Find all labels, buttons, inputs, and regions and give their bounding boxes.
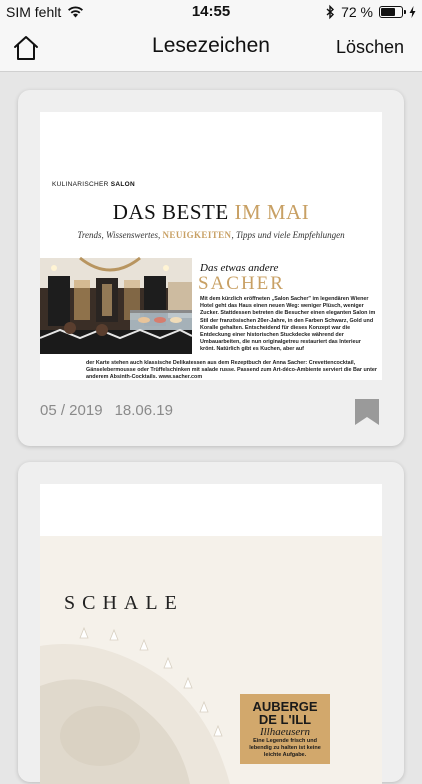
battery-level xyxy=(381,8,395,16)
issue-number: 05 / 2019 xyxy=(40,402,103,419)
delete-button[interactable]: Löschen xyxy=(335,37,404,57)
bookmark-icon[interactable] xyxy=(354,398,380,426)
bookmark-card[interactable] xyxy=(18,90,404,446)
thumbnail-body-text: Mit dem kürzlich eröffneten „Salon Sacher" im legendären Wiener Hotel geht das Haus einen neuen Weg: weniger Plüsch, weniger Zucker. Stattdessen betreten die Besucher einen eleganten Salon im Stil der französischen 20er-Jahre, in den Farben Schwarz, Gold und Koralle gehalten. Entscheidend für dieses Konzept war die Entdeckung einer historischen Stuckdecke während der Umbauarbeiten, die nun originalgetreu restauriert das Interieur krönt. Natürlich gibt es Kuchen, aber auf xyxy=(200,296,376,353)
info-box-subtitle: Illhaeusern xyxy=(259,726,311,738)
thumbnail-info-box xyxy=(240,694,330,764)
thumbnail-subheadline: Trends, Wissenswertes, NEUIGKEITEN, Tipps und viele Empfehlungen xyxy=(77,230,345,240)
thumbnail-body-text-2: der Karte stehen auch klassische Delikatessen aus dem Rezeptbuch der Anna Sacher: Crevettencocktail, Gänseleberm​ousse oder Trüffelschinken mit salade russe. Passend zum Art-déco-Ambiente serviert die Bar unter anderem Absinth-Cocktails. www.sacher.com xyxy=(86,360,377,381)
bookmark-meta xyxy=(40,402,173,419)
thumbnail-headline: DAS BESTE IM MAI xyxy=(112,200,310,224)
status-bar xyxy=(0,0,422,24)
page-thumbnail[interactable] xyxy=(40,112,382,380)
bookmark-card[interactable] xyxy=(18,462,404,782)
battery-icon xyxy=(379,6,403,18)
bluetooth-icon xyxy=(326,5,335,19)
status-right xyxy=(326,4,416,20)
info-box-heading-2: DE L'ILL xyxy=(258,712,312,727)
ceramic-bowl-photo xyxy=(40,536,382,784)
thumbnail-kicker: Das etwas andere xyxy=(200,262,279,274)
bookmark-list[interactable] xyxy=(0,72,422,758)
charging-icon xyxy=(409,6,416,18)
salon-photo xyxy=(40,258,192,354)
thumbnail-rubric: KULINARISCHER SALON xyxy=(52,181,135,188)
carrier-text: SIM fehlt xyxy=(6,4,62,20)
thumbnail-title: SCHALE xyxy=(64,592,184,614)
info-box-heading-1: AUBERGE xyxy=(252,699,318,714)
bookmark-date: 18.06.19 xyxy=(114,402,173,419)
battery-percent: 72 % xyxy=(341,4,373,20)
page-thumbnail[interactable] xyxy=(40,484,382,784)
status-time: 14:55 xyxy=(191,3,231,20)
page-title: Lesezeichen xyxy=(152,34,270,57)
info-box-text: Eine Legende frisch und lebendig zu halten ist keine leichte Aufgabe. xyxy=(249,738,321,758)
thumbnail-name: SACHER xyxy=(198,273,285,294)
thumbnail-margin xyxy=(40,484,382,536)
navigation-bar xyxy=(0,24,422,72)
